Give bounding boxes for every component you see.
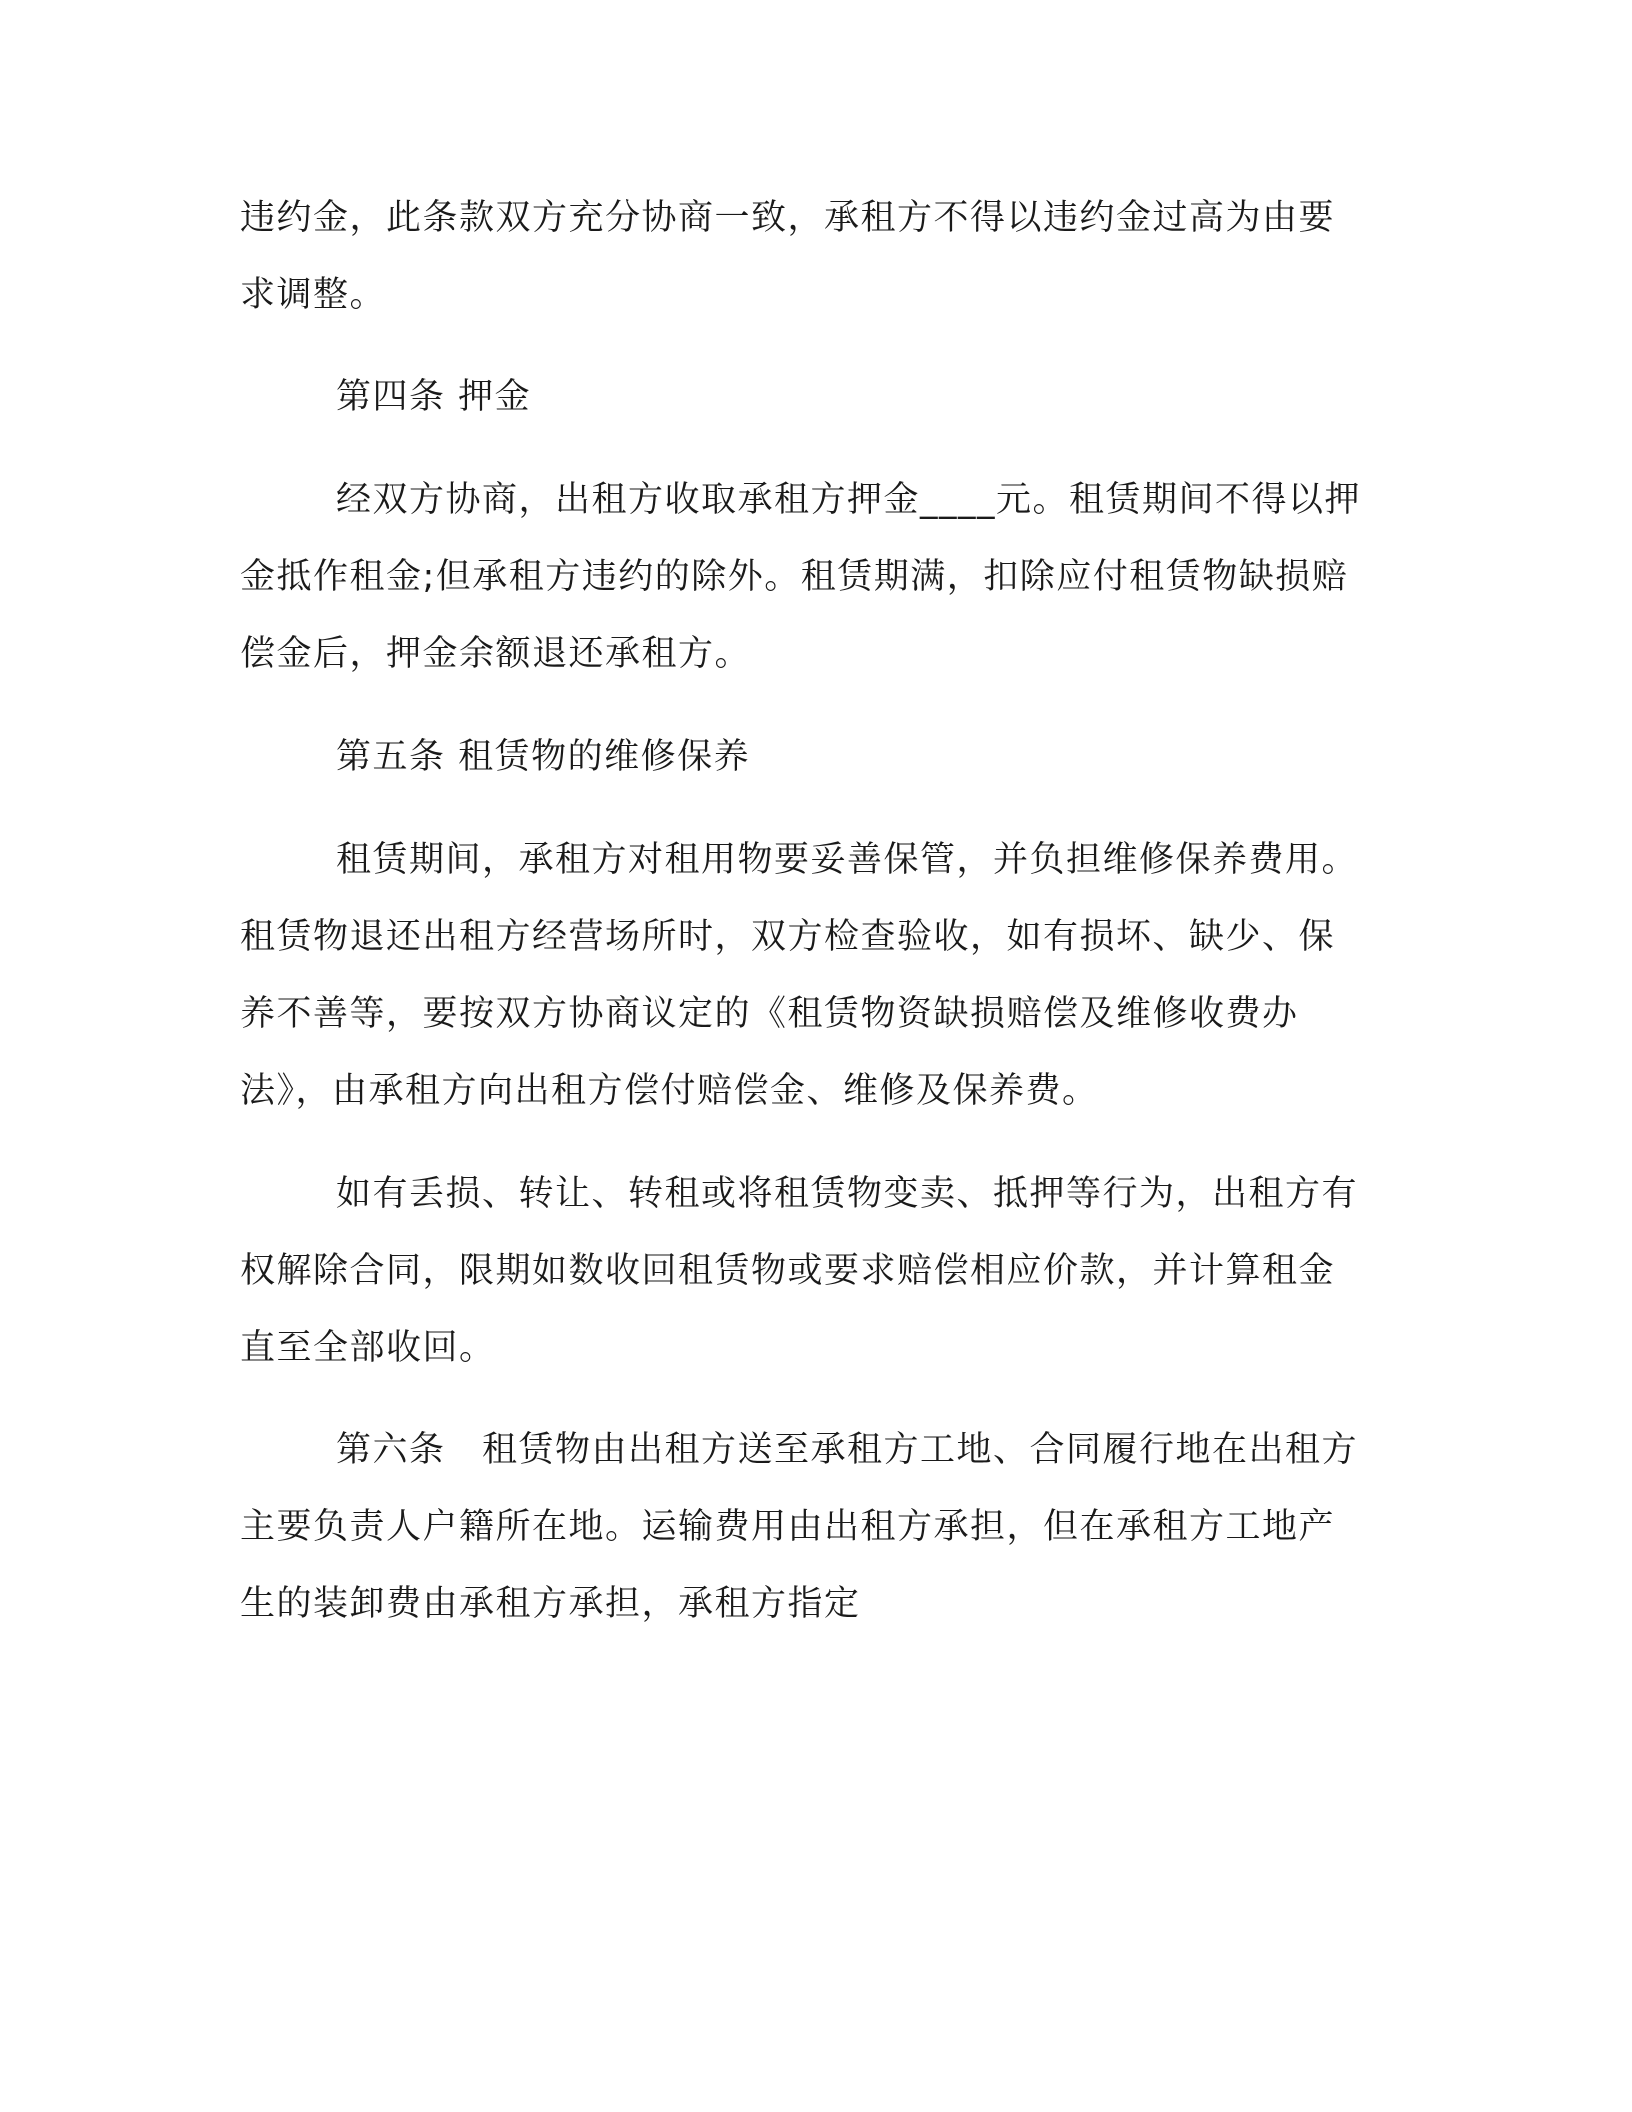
- section-heading: 第四条 押金: [336, 377, 532, 417]
- paragraph-line: 直至全部收回。: [240, 1328, 496, 1368]
- section-heading: 第五条 租赁物的维修保养: [336, 737, 751, 777]
- paragraph-line: 经双方协商，出租方收取承租方押金____元。租赁期间不得以押: [336, 480, 1362, 520]
- paragraph-line: 主要负责人户籍所在地。运输费用由出租方承担，但在承租方工地产: [240, 1507, 1336, 1547]
- paragraph-line: 如有丢损、转让、转租或将租赁物变卖、抵押等行为，出租方有: [336, 1174, 1359, 1214]
- paragraph-line: 第六条 租赁物由出租方送至承租方工地、合同履行地在出租方: [336, 1430, 1359, 1470]
- paragraph-line: 求调整。: [240, 275, 387, 315]
- paragraph-line: 法》，由承租方向出租方偿付赔偿金、维修及保养费。: [240, 1071, 1099, 1111]
- paragraph-line: 偿金后，押金余额退还承租方。: [240, 634, 752, 674]
- paragraph-line: 金抵作租金;但承租方违约的除外。租赁期满，扣除应付租赁物缺损赔: [240, 557, 1349, 597]
- paragraph-line: 租赁物退还出租方经营场所时，双方检查验收，如有损坏、缺少、保: [240, 917, 1336, 957]
- paragraph-line: 租赁期间，承租方对租用物要妥善保管，并负担维修保养费用。: [336, 840, 1359, 880]
- paragraph-line: 违约金，此条款双方充分协商一致，承租方不得以违约金过高为由要: [240, 198, 1336, 238]
- paragraph-line: 权解除合同，限期如数收回租赁物或要求赔偿相应价款，并计算租金: [240, 1251, 1336, 1291]
- paragraph-line: 养不善等，要按双方协商议定的《租赁物资缺损赔偿及维修收费办: [240, 994, 1299, 1034]
- paragraph-line: 生的装卸费由承租方承担，承租方指定: [240, 1584, 861, 1624]
